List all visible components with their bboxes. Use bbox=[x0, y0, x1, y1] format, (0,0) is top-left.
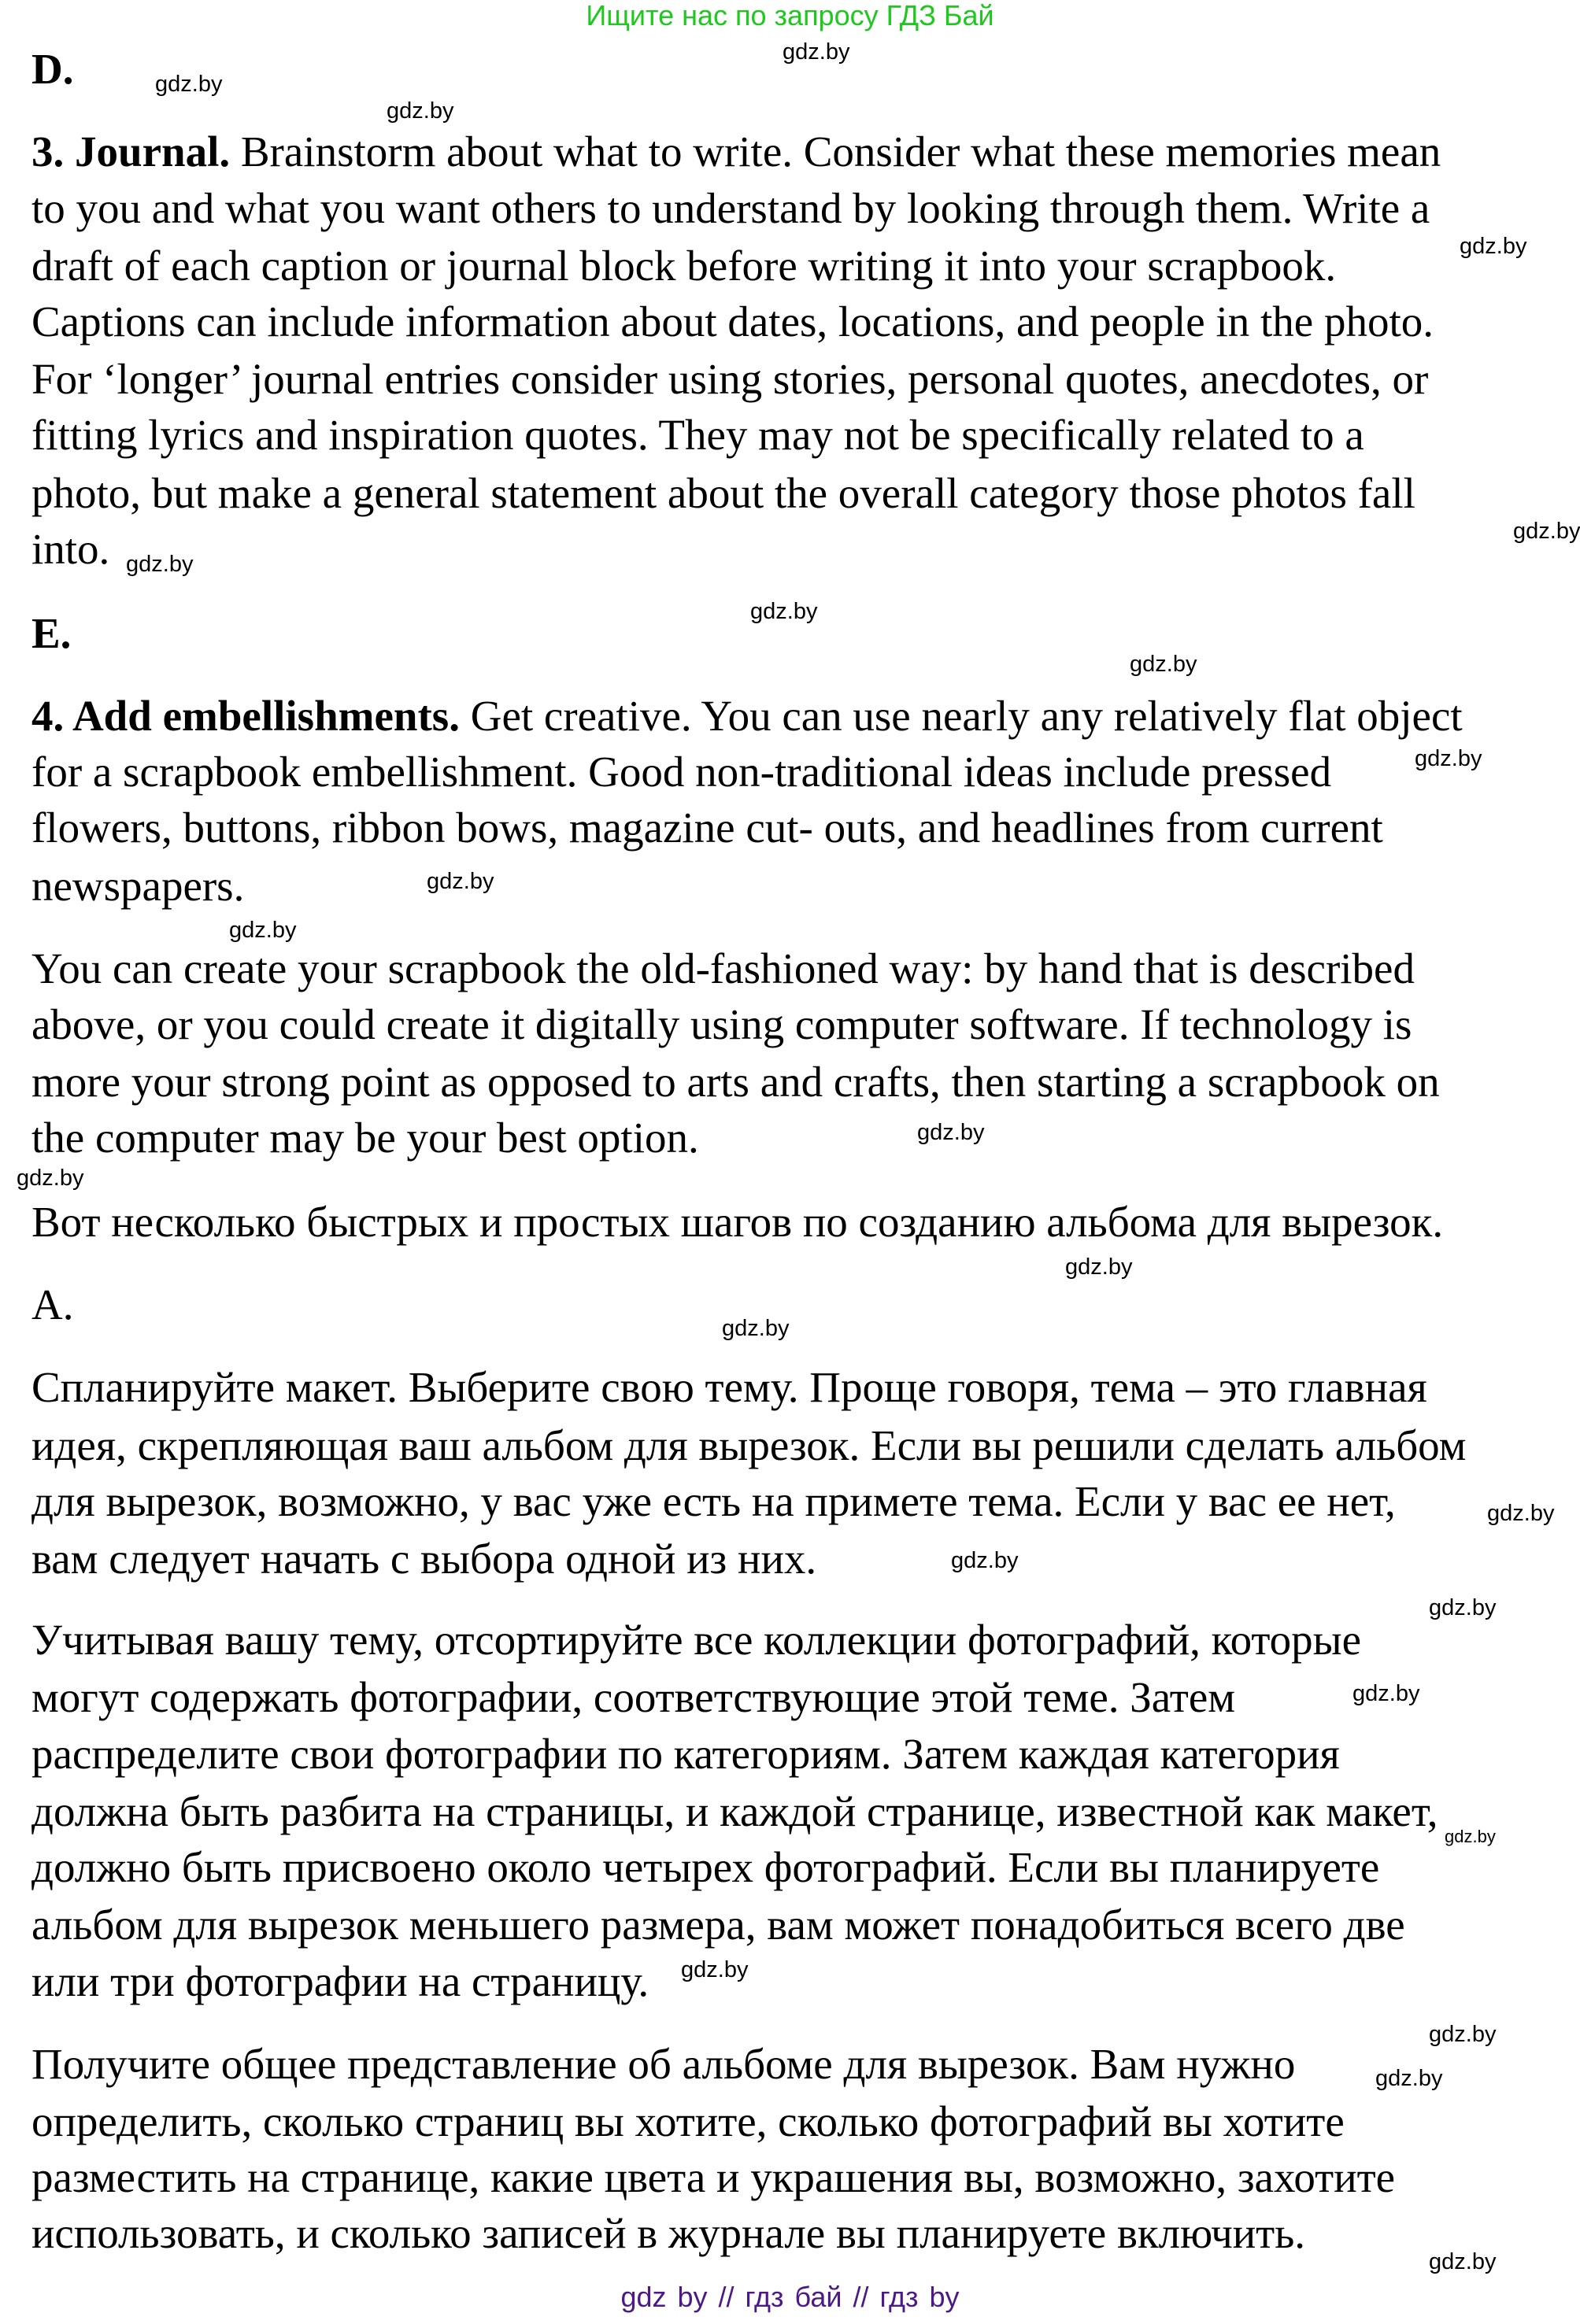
line-text: или три фотографии на страницу. bbox=[31, 1957, 649, 2005]
line-text: For ‘longer’ journal entries consider using stories, personal quotes, anecdotes, or bbox=[31, 355, 1429, 403]
search-hint-banner: Ищите нас по запросу ГДЗ Бай bbox=[586, 0, 994, 31]
line-text: Учитывая вашу тему, отсортируйте все коллекции фотографий, которые bbox=[31, 1616, 1362, 1664]
text-line bbox=[31, 1616, 1361, 1664]
watermark: gdz.by bbox=[783, 39, 850, 65]
text-line bbox=[31, 1114, 699, 1162]
text-line bbox=[31, 1199, 1443, 1246]
watermark: gdz.by bbox=[681, 1957, 749, 1982]
watermark: gdz.by bbox=[1487, 1501, 1555, 1526]
line-text: использовать, и сколько записей в журнале вы планируете включить. bbox=[31, 2209, 1306, 2257]
line-text: draft of each caption or journal block before writing it into your scrapbook. bbox=[31, 242, 1337, 290]
text-line bbox=[31, 1535, 816, 1583]
text-line bbox=[31, 2098, 1345, 2145]
line-text: вам следует начать с выбора одной из них. bbox=[31, 1535, 817, 1583]
text-line bbox=[31, 1281, 73, 1328]
line-text: Captions can include information about dates, locations, and people in the photo. bbox=[31, 297, 1434, 345]
watermark: gdz.by bbox=[1513, 519, 1580, 544]
line-text: Спланируйте макет. Выберите свою тему. Проще говоря, тема – это главная bbox=[31, 1363, 1427, 1411]
line-text: for a scrapbook embellishment. Good non-traditional ideas include pressed bbox=[31, 748, 1332, 796]
line-text: могут содержать фотографии, соответствующие этой теме. Затем bbox=[31, 1673, 1236, 1721]
watermark: gdz.by bbox=[917, 1120, 985, 1145]
line-text: разместить на странице, какие цвета и украшения вы, возможно, захотите bbox=[31, 2153, 1396, 2201]
watermark: gdz.by bbox=[1460, 234, 1527, 259]
text-line bbox=[31, 1674, 1235, 1721]
line-text: to you and what you want others to understand by looking through them. Write a bbox=[31, 184, 1430, 232]
text-line bbox=[31, 356, 1428, 403]
line-text: photo, but make a general statement about the overall category those photos fall bbox=[31, 469, 1415, 517]
watermark: gdz.by bbox=[126, 552, 194, 577]
text-line bbox=[31, 470, 1415, 517]
line-text: определить, сколько страниц вы хотите, сколько фотографий вы хотите bbox=[31, 2097, 1345, 2145]
line-text: должна быть разбита на страницы, и каждой странице, известной как макет, bbox=[31, 1787, 1438, 1835]
text-line bbox=[31, 1844, 1379, 1891]
text-line bbox=[31, 2154, 1395, 2201]
watermark: gdz.by bbox=[1445, 1827, 1496, 1846]
watermark: gdz.by bbox=[1429, 2249, 1497, 2274]
line-heading: D. bbox=[31, 45, 74, 93]
line-text: into. bbox=[31, 525, 110, 573]
text-line bbox=[31, 242, 1336, 290]
text-line bbox=[31, 298, 1434, 345]
line-text: идея, скрепляющая ваш альбом для вырезок. Если вы решили сделать альбом bbox=[31, 1421, 1467, 1469]
line-heading: 4. Add embellishments. bbox=[31, 692, 460, 740]
line-text: You can create your scrapbook the old-fashioned way: by hand that is described bbox=[31, 944, 1415, 992]
watermark: gdz.by bbox=[229, 918, 297, 943]
line-text: flowers, buttons, ribbon bows, magazine cut- outs, and headlines from current bbox=[31, 804, 1383, 852]
footer-links[interactable]: gdz by // гдз бай // гдз by bbox=[620, 2281, 960, 2313]
line-text: для вырезок, возможно, у вас уже есть на примете тема. Если у вас ее нет, bbox=[31, 1477, 1396, 1525]
text-line bbox=[31, 185, 1430, 232]
line-text: должно быть присвоено около четырех фотографий. Если вы планируете bbox=[31, 1843, 1380, 1891]
text-line bbox=[31, 412, 1364, 459]
text-line bbox=[31, 804, 1383, 852]
text-line bbox=[31, 2210, 1305, 2257]
watermark: gdz.by bbox=[722, 1316, 790, 1341]
line-text: more your strong point as opposed to arts and crafts, then starting a scrapbook on bbox=[31, 1058, 1440, 1106]
line-text: above, or you could create it digitally using computer software. If technology is bbox=[31, 1000, 1412, 1048]
line-text: Вот несколько быстрых и простых шагов по созданию альбома для вырезок. bbox=[31, 1198, 1444, 1246]
text-line bbox=[31, 1901, 1405, 1949]
text-line bbox=[31, 1364, 1427, 1411]
text-line bbox=[31, 526, 109, 573]
line-text: Brainstorm about what to write. Consider what these memories mean bbox=[230, 127, 1441, 176]
watermark: gdz.by bbox=[1429, 2022, 1497, 2047]
text-line bbox=[31, 1788, 1438, 1835]
line-text: fitting lyrics and inspiration quotes. They may not be specifically related to a bbox=[31, 411, 1364, 459]
text-line bbox=[31, 748, 1331, 796]
text-line bbox=[31, 1059, 1440, 1106]
text-line bbox=[31, 46, 73, 93]
line-heading: 3. Journal. bbox=[31, 127, 231, 176]
watermark: gdz.by bbox=[951, 1548, 1019, 1573]
watermark: gdz.by bbox=[1415, 746, 1482, 771]
line-text: альбом для вырезок меньшего размера, вам может понадобиться всего две bbox=[31, 1901, 1405, 1949]
text-line bbox=[31, 1731, 1340, 1778]
text-line bbox=[31, 1478, 1396, 1525]
watermark: gdz.by bbox=[1429, 1595, 1497, 1620]
watermark: gdz.by bbox=[1375, 2066, 1443, 2091]
line-heading: E. bbox=[31, 609, 72, 657]
line-text: Получите общее представление об альбоме для вырезок. Вам нужно bbox=[31, 2040, 1296, 2088]
watermark: gdz.by bbox=[750, 599, 818, 624]
text-line bbox=[31, 2041, 1295, 2088]
text-line bbox=[31, 1001, 1412, 1048]
text-line bbox=[31, 1958, 649, 2005]
text-line bbox=[31, 693, 1463, 740]
watermark: gdz.by bbox=[155, 72, 223, 97]
line-text: newspapers. bbox=[31, 862, 245, 910]
watermark: gdz.by bbox=[1352, 1681, 1420, 1706]
text-line bbox=[31, 863, 244, 910]
text-line bbox=[31, 610, 71, 657]
watermark: gdz.by bbox=[387, 98, 454, 124]
text-line bbox=[31, 1422, 1466, 1469]
watermark: gdz.by bbox=[427, 869, 494, 894]
line-text: the computer may be your best option. bbox=[31, 1114, 699, 1162]
watermark: gdz.by bbox=[1065, 1254, 1133, 1280]
watermark: gdz.by bbox=[17, 1166, 84, 1191]
watermark: gdz.by bbox=[1130, 652, 1197, 677]
line-text: Get creative. You can use nearly any relatively flat object bbox=[459, 692, 1463, 740]
text-line bbox=[31, 128, 1441, 176]
text-line bbox=[31, 945, 1415, 992]
line-text: распределите свои фотографии по категориям. Затем каждая категория bbox=[31, 1730, 1340, 1778]
line-text: A. bbox=[31, 1280, 74, 1328]
